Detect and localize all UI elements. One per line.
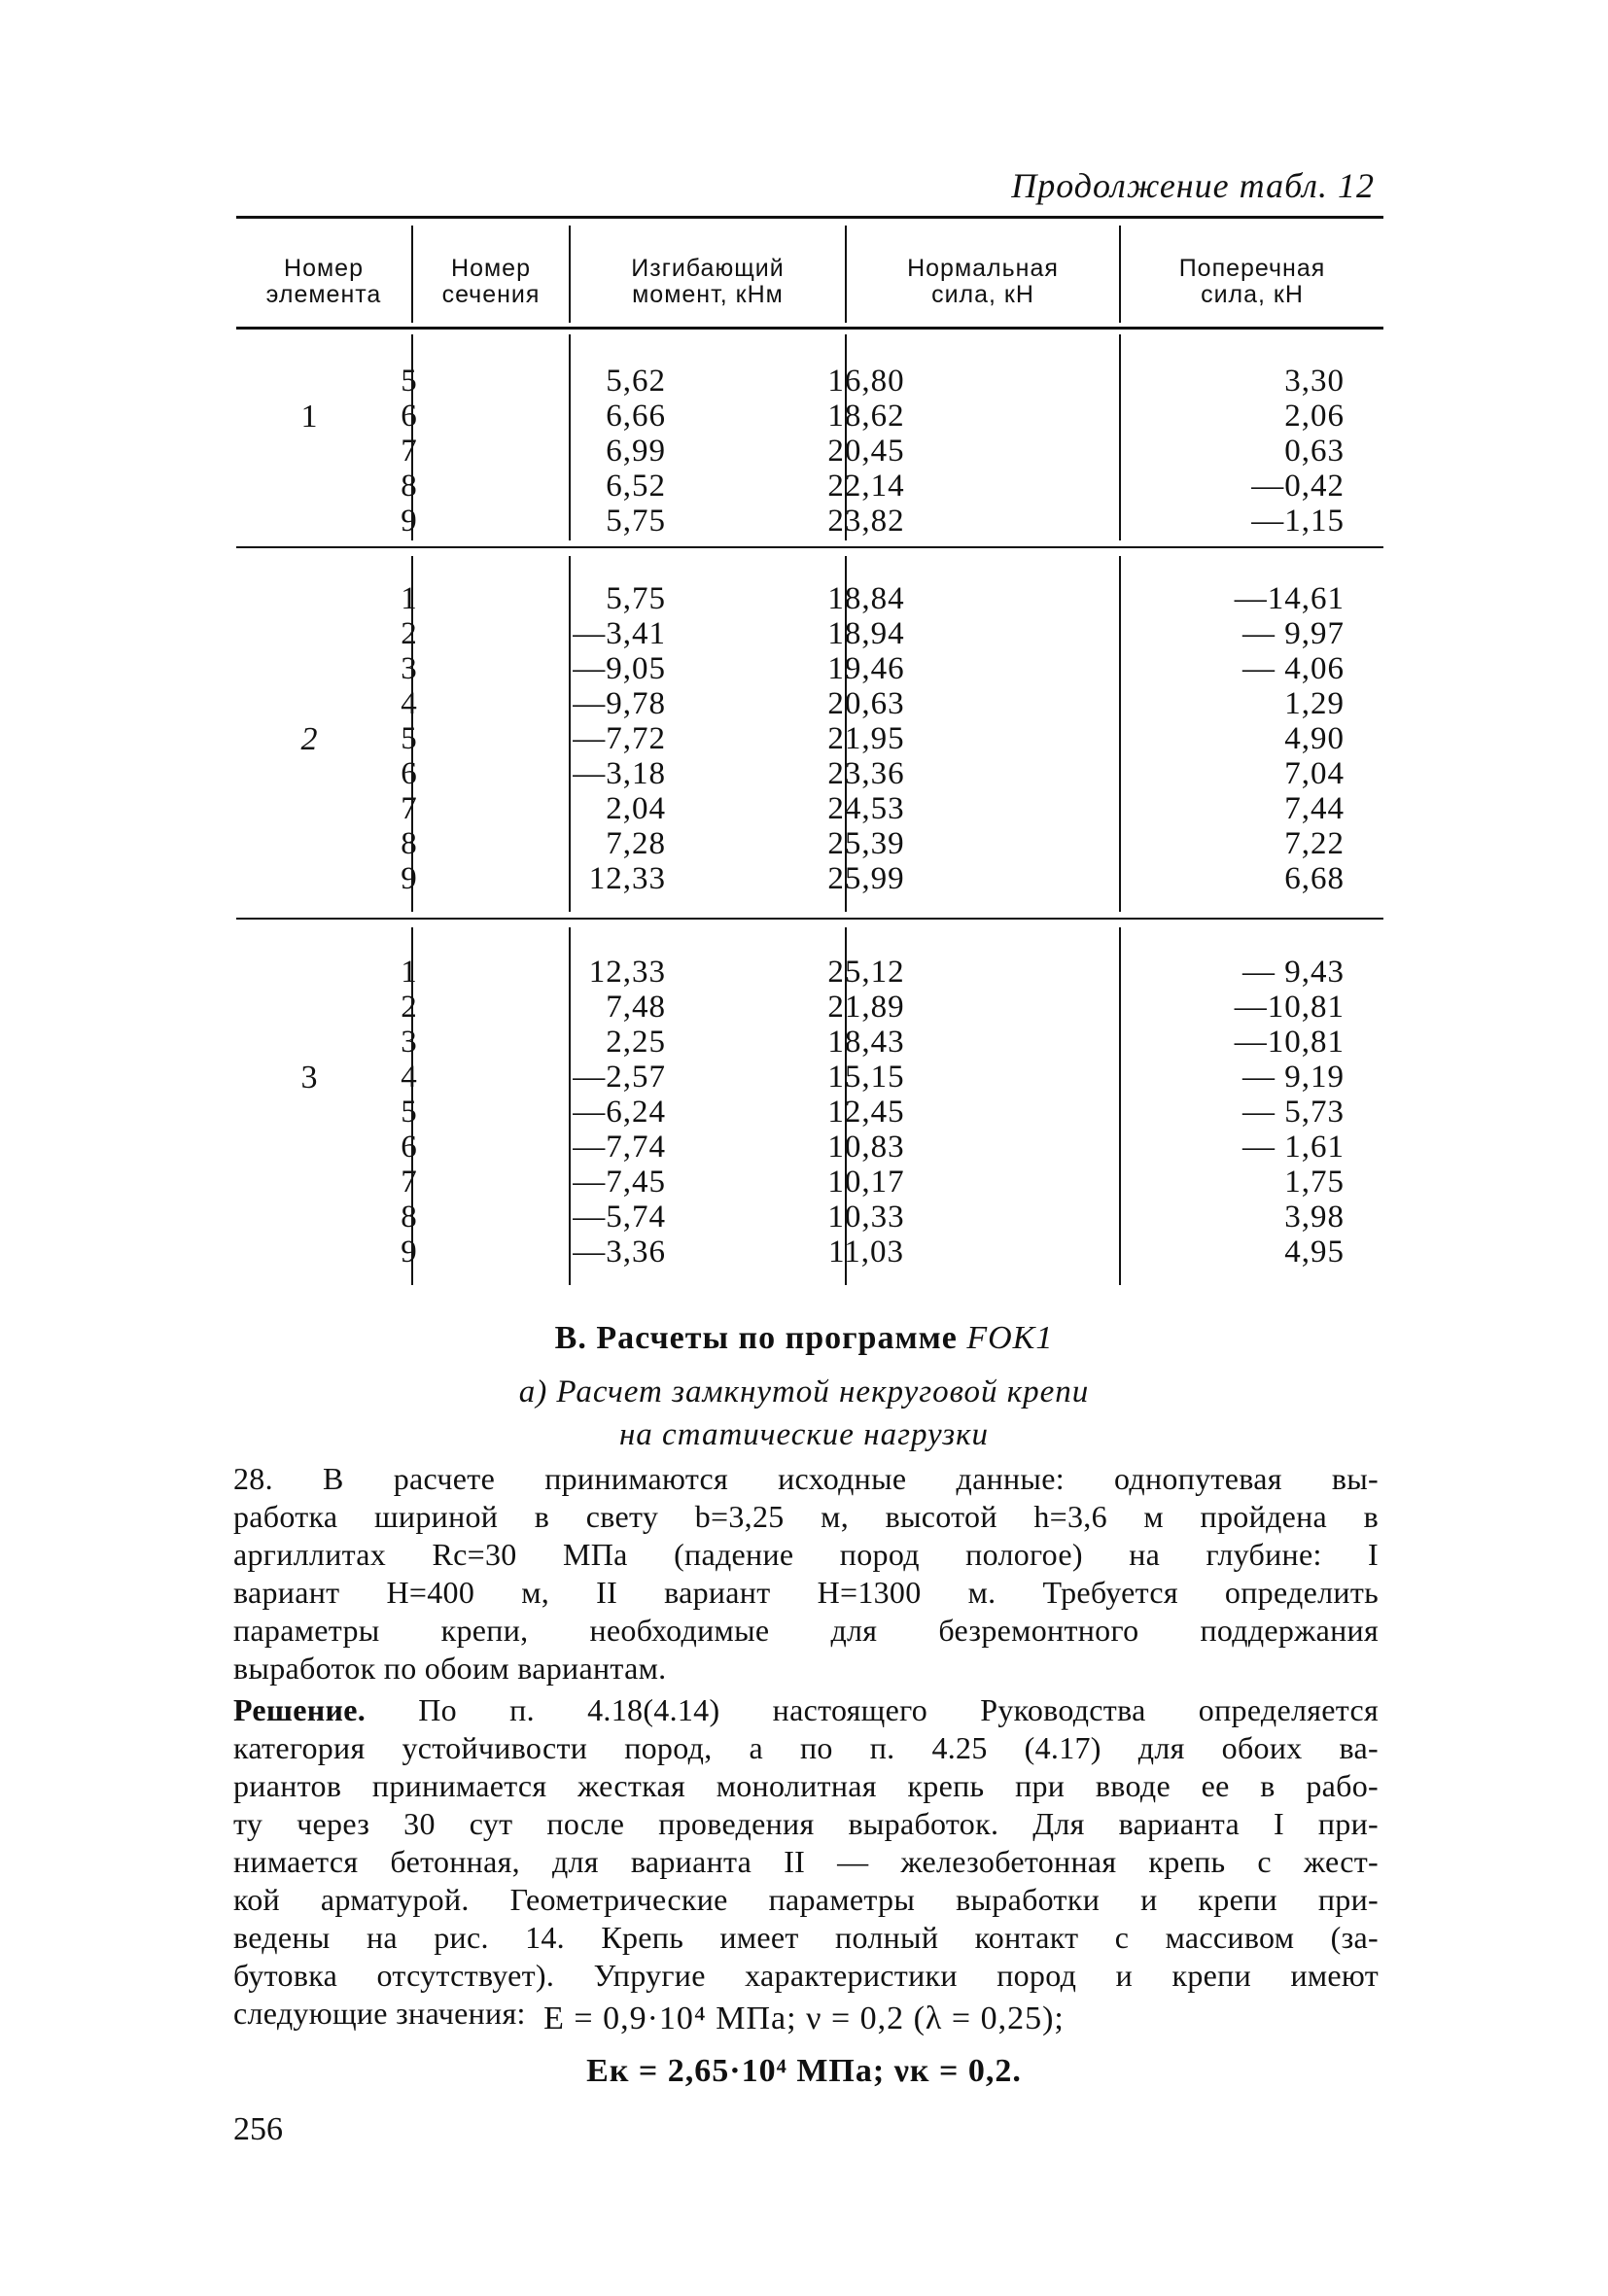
table-cell: 7,28 [606, 826, 666, 861]
table-cell: 7 [401, 1165, 418, 1200]
table-cell: 5 [401, 364, 418, 399]
section-heading [0, 1320, 1608, 1357]
table-cell: 3 [401, 1025, 418, 1060]
shear-force-column [1208, 364, 1345, 539]
table-cell: 25,99 [827, 861, 905, 896]
table-cell: —6,24 [573, 1095, 666, 1130]
paragraph-line: кой арматурой. Геометрические параметры выработки и крепи при- [233, 1882, 1379, 1917]
paragraph-line: вариант H=400 м, II вариант H=1300 м. Требуется определить [233, 1575, 1379, 1610]
table-cell: 24,53 [827, 791, 905, 826]
subsection-heading-line: на статические нагрузки [618, 1417, 990, 1452]
table-cell: 7,04 [1284, 756, 1345, 791]
table-cell: — 9,19 [1242, 1060, 1345, 1095]
paragraph-line: категория устойчивости пород, а по п. 4.25 (4.17) для обоих ва- [233, 1730, 1379, 1765]
normal-force-column [788, 581, 944, 896]
table-cell: 2 [401, 616, 418, 651]
table-cell: — 4,06 [1242, 651, 1345, 686]
table-cell: —0,42 [1251, 469, 1345, 504]
header-bottom-rule [236, 327, 1383, 330]
table-cell: —9,78 [573, 686, 666, 721]
paragraph-line: бутовка отсутствует). Упругие характеристики пород и крепи имеют [233, 1958, 1379, 1993]
table-cell: 2 [401, 990, 418, 1025]
section-heading-text: В. Расчеты по программе [554, 1320, 958, 1356]
paragraph-line-text: По п. 4.18(4.14) настоящего Руководства определяется [418, 1692, 1379, 1727]
paragraph-initial-data [233, 1460, 1379, 1687]
solution-lead: Решение. [233, 1692, 367, 1727]
table-cell: 6,68 [1284, 861, 1345, 896]
group-divider-1 [236, 546, 1383, 548]
element-number: 1 [300, 399, 318, 435]
formula-lining-properties: Eк = 2,65·10⁴ МПа; νк = 0,2. [586, 2053, 1022, 2089]
table-cell: 1,29 [1284, 686, 1345, 721]
table-cell: —9,05 [573, 651, 666, 686]
table-cell: 2,06 [1284, 399, 1345, 434]
table-cell: 21,89 [827, 990, 905, 1025]
table-cell: 11,03 [827, 1235, 905, 1270]
table-cell: 18,62 [827, 399, 905, 434]
table-cell: 6 [401, 1130, 418, 1165]
table-cell: 16,80 [827, 364, 905, 399]
table-cell: —7,45 [573, 1165, 666, 1200]
formula-rock-properties: E = 0,9·10⁴ МПа; ν = 0,2 (λ = 0,25); [543, 2000, 1065, 2036]
paragraph-line: риантов принимается жесткая монолитная крепь при вводе ее в рабо- [233, 1768, 1379, 1803]
section-column [380, 364, 438, 539]
table-cell: 10,17 [827, 1165, 905, 1200]
table-cell: 19,46 [827, 651, 905, 686]
table-cell: —10,81 [1234, 990, 1345, 1025]
paragraph-line: 28. В расчете принимаются исходные данные: однопутевая вы- [233, 1461, 1379, 1496]
table-top-rule [236, 216, 1383, 219]
table-cell: 10,83 [827, 1130, 905, 1165]
header-bending-moment: Изгибающий момент, кНм [631, 255, 785, 308]
table-cell: 5,62 [606, 364, 666, 399]
table-cell: 7,44 [1284, 791, 1345, 826]
paragraph-line: параметры крепи, необходимые для безремонтного поддержания [233, 1613, 1379, 1648]
table-cell: 9 [401, 1235, 418, 1270]
group-divider-2 [236, 918, 1383, 920]
normal-force-column [788, 955, 944, 1270]
table-cell: 18,84 [827, 581, 905, 616]
table-cell: 12,33 [588, 861, 666, 896]
subsection-heading-line: а) Расчет замкнутой некруговой крепи [518, 1374, 1090, 1409]
element-number: 2 [300, 721, 318, 757]
table-cell: 1,75 [1284, 1165, 1345, 1200]
table-cell: 3 [401, 651, 418, 686]
element-number: 3 [300, 1060, 318, 1096]
table-cell: 25,39 [827, 826, 905, 861]
table-cell: —14,61 [1234, 581, 1345, 616]
paragraph-line: ведены на рис. 14. Крепь имеет полный контакт с массивом (за- [233, 1920, 1379, 1955]
table-cell: 6,99 [606, 434, 666, 469]
col-rule-4-g3 [1119, 927, 1121, 1285]
table-cell: —10,81 [1234, 1025, 1345, 1060]
table-cell: 7,22 [1284, 826, 1345, 861]
table-cell: — 1,61 [1242, 1130, 1345, 1165]
table-cell: — 5,73 [1242, 1095, 1345, 1130]
subsection-heading [0, 1371, 1608, 1456]
table-cell: 3,30 [1284, 364, 1345, 399]
table-cell: 5 [401, 1095, 418, 1130]
table-cell: 2,04 [606, 791, 666, 826]
table-cell: 18,43 [827, 1025, 905, 1060]
table-cell: —1,15 [1251, 504, 1345, 539]
table-cell: 6,52 [606, 469, 666, 504]
page-number: 256 [233, 2111, 283, 2147]
paragraph-solution [233, 1691, 1379, 2033]
table-cell: 23,36 [827, 756, 905, 791]
table-cell: 4,90 [1284, 721, 1345, 756]
table-cell: —5,74 [573, 1200, 666, 1235]
table-cell: 7,48 [606, 990, 666, 1025]
col-rule-4-g1 [1119, 334, 1121, 540]
table-cell: 5 [401, 721, 418, 756]
table-cell: 25,12 [827, 955, 905, 990]
table-cell: 10,33 [827, 1200, 905, 1235]
moment-column [557, 364, 666, 539]
table-cell: 20,63 [827, 686, 905, 721]
table-cell: 4 [401, 1060, 418, 1095]
moment-column [557, 955, 666, 1270]
paragraph-line: аргиллитах Rc=30 МПа (падение пород пологое) на глубине: I [233, 1537, 1379, 1572]
table-cell: 6 [401, 399, 418, 434]
table-cell: 23,82 [827, 504, 905, 539]
paragraph-line [233, 1691, 1379, 1729]
table-cell: — 9,43 [1242, 955, 1345, 990]
table-caption: Продолжение табл. 12 [1011, 166, 1375, 205]
header-element-number: Номер элемента [265, 255, 382, 308]
section-column [380, 955, 438, 1270]
table-cell: 22,14 [827, 469, 905, 504]
table-cell: 9 [401, 504, 418, 539]
table-cell: 8 [401, 1200, 418, 1235]
table-cell: 8 [401, 469, 418, 504]
table-cell: 4,95 [1284, 1235, 1345, 1270]
table-cell: —3,41 [573, 616, 666, 651]
shear-force-column [1208, 955, 1345, 1270]
table-cell: 7 [401, 791, 418, 826]
results-table [236, 216, 1383, 1295]
paragraph-line: следующие значения: [233, 1996, 526, 2031]
table-cell: 5,75 [606, 581, 666, 616]
paragraph-line: ту через 30 сут после проведения выработок. Для варианта I при- [233, 1806, 1379, 1841]
paragraph-line: нимается бетонная, для варианта II — железобетонная крепь с жест- [233, 1844, 1379, 1879]
table-cell: 2,25 [606, 1025, 666, 1060]
table-cell: 21,95 [827, 721, 905, 756]
table-cell: 12,33 [588, 955, 666, 990]
header-section-number: Номер сечения [441, 255, 541, 308]
normal-force-column [788, 364, 944, 539]
paragraph-line: выработок по обоим вариантам. [233, 1651, 667, 1686]
table-cell: 5,75 [606, 504, 666, 539]
table-cell: 1 [401, 581, 418, 616]
table-cell: 0,63 [1284, 434, 1345, 469]
table-cell: —2,57 [573, 1060, 666, 1095]
header-shear-force: Поперечная сила, кН [1178, 255, 1326, 308]
table-cell: 8 [401, 826, 418, 861]
table-cell: 9 [401, 861, 418, 896]
table-cell: 7 [401, 434, 418, 469]
paragraph-line: работка шириной в свету b=3,25 м, высотой h=3,6 м пройдена в [233, 1499, 1379, 1534]
section-column [380, 581, 438, 896]
table-cell: 3,98 [1284, 1200, 1345, 1235]
moment-column [557, 581, 666, 896]
table-cell: 4 [401, 686, 418, 721]
table-cell: —3,36 [573, 1235, 666, 1270]
table-cell: —7,72 [573, 721, 666, 756]
program-name: FOK1 [966, 1320, 1054, 1356]
table-cell: 6 [401, 756, 418, 791]
shear-force-column [1208, 581, 1345, 896]
table-cell: 6,66 [606, 399, 666, 434]
table-cell: 20,45 [827, 434, 905, 469]
table-cell: 18,94 [827, 616, 905, 651]
table-cell: — 9,97 [1242, 616, 1345, 651]
col-rule-4-g2 [1119, 556, 1121, 912]
table-cell: 15,15 [827, 1060, 905, 1095]
table-cell: —7,74 [573, 1130, 666, 1165]
table-cell: —3,18 [573, 756, 666, 791]
table-cell: 1 [401, 955, 418, 990]
header-normal-force: Нормальная сила, кН [907, 255, 1059, 308]
table-cell: 12,45 [827, 1095, 905, 1130]
